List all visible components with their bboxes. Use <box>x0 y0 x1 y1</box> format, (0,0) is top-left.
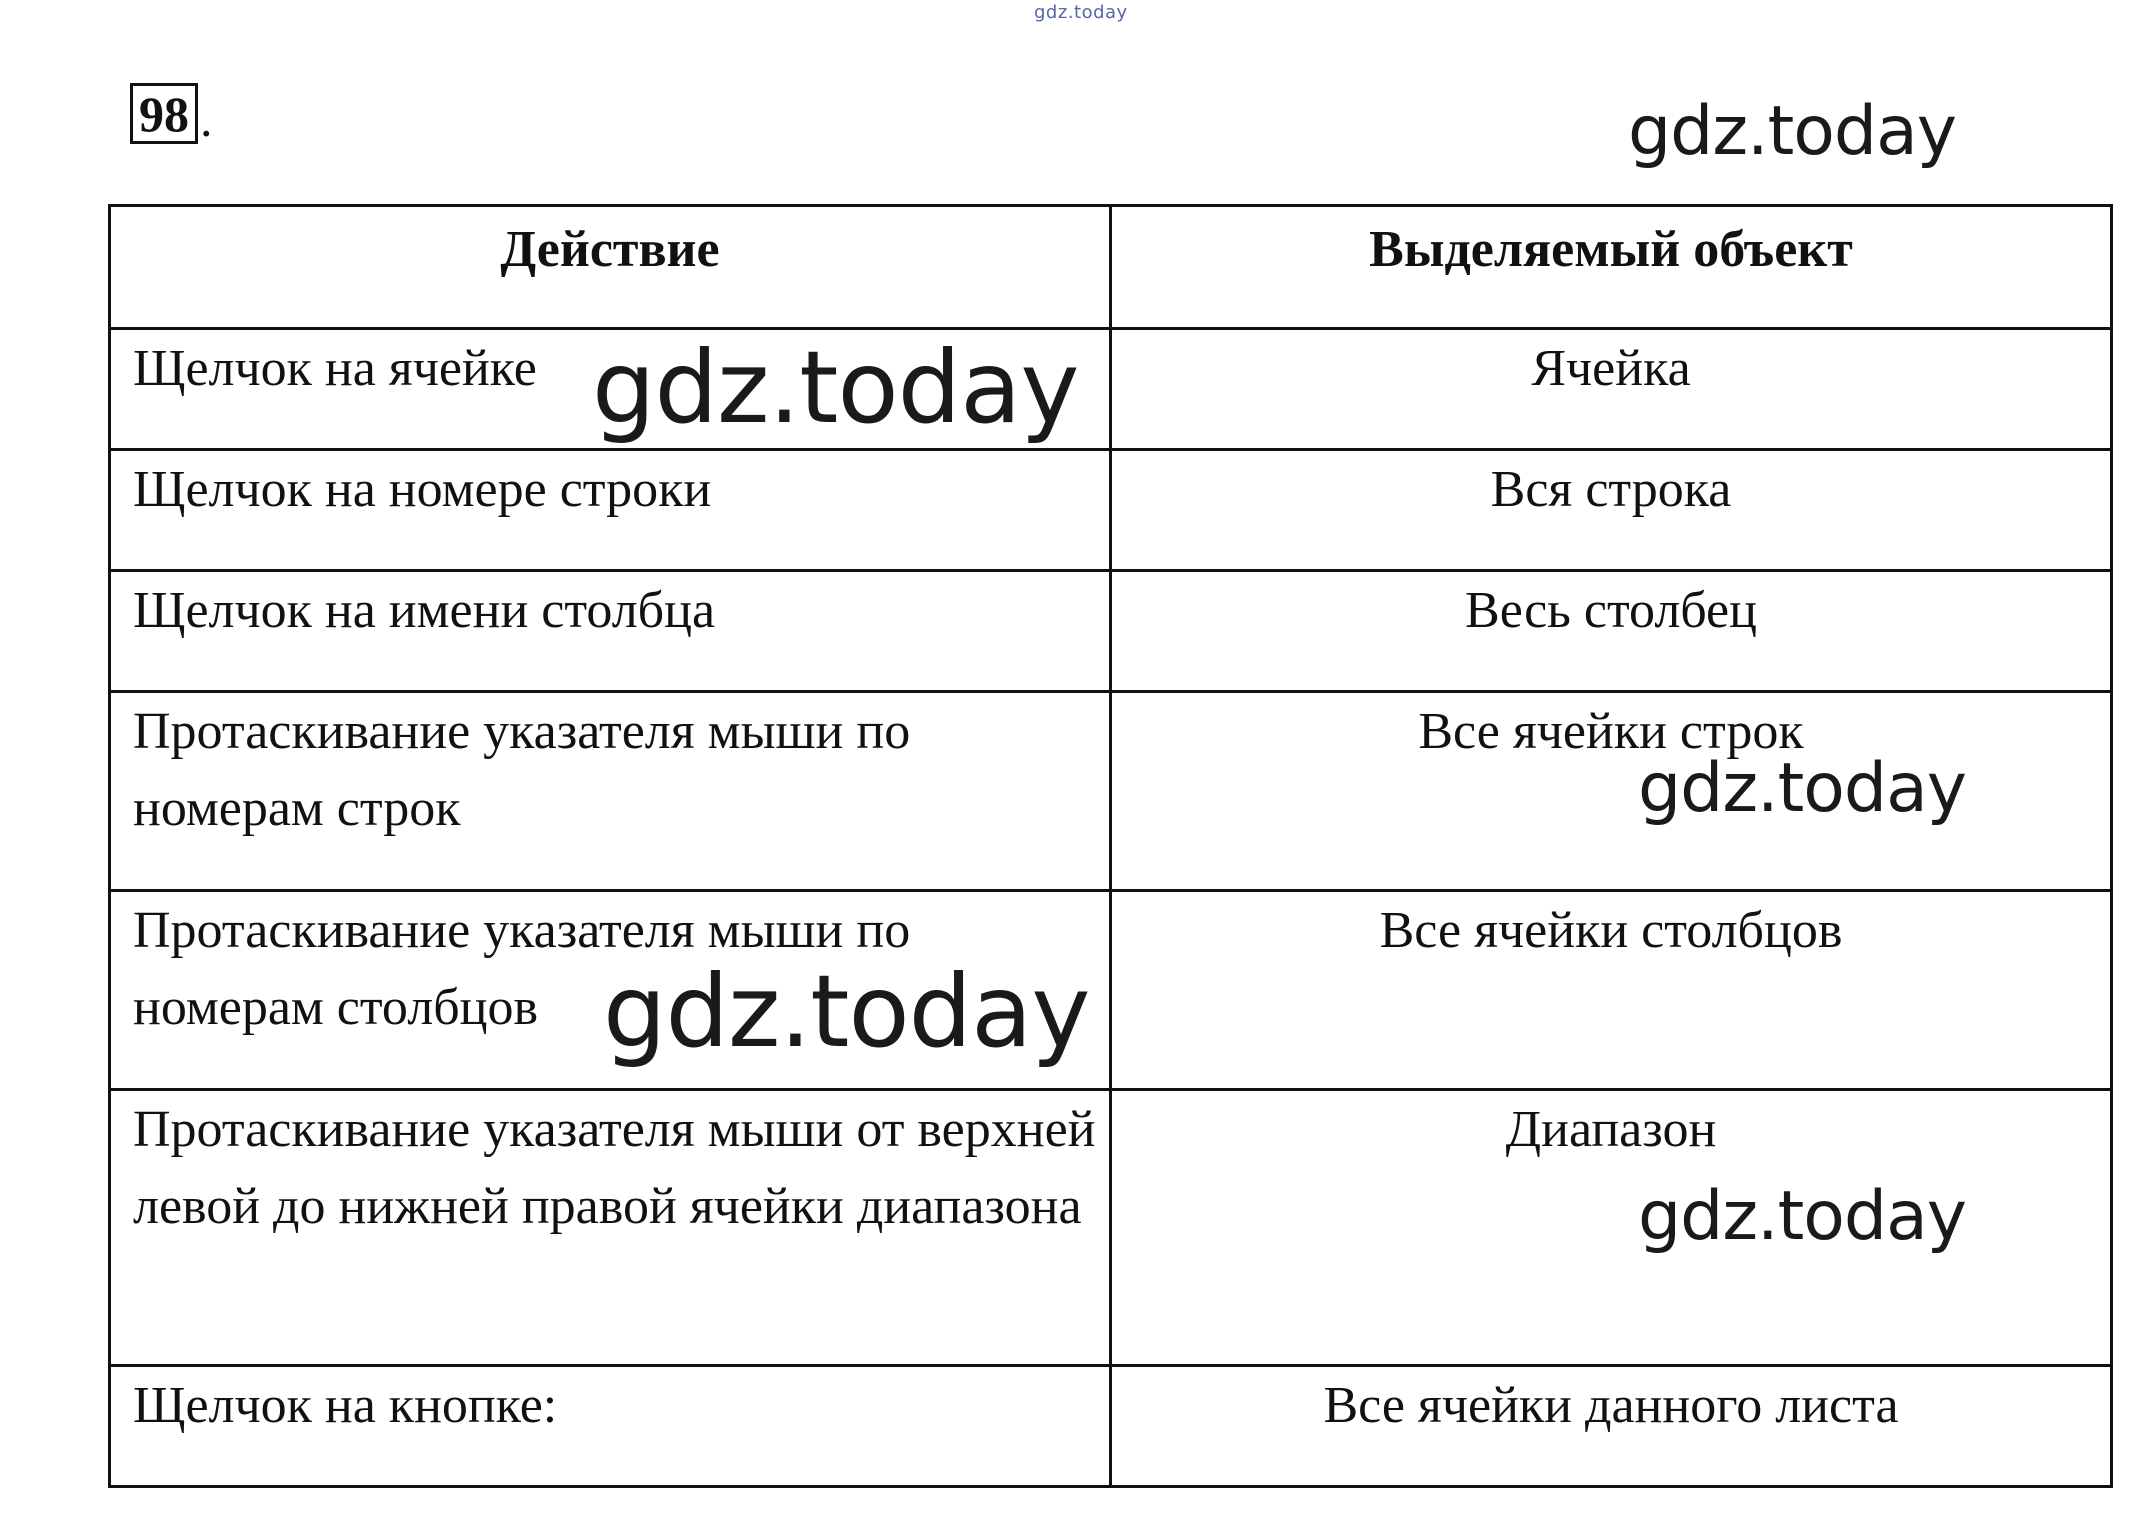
task-number <box>130 84 213 147</box>
watermark-row6: gdz.today <box>1638 1177 1966 1256</box>
task-number-box: 98 <box>130 83 198 144</box>
action-cell: Щелчок на номере строки <box>110 450 1111 571</box>
watermark-header: gdz.today <box>1628 92 1956 171</box>
action-cell: Протаскивание указателя мыши по номерам столбцов <box>110 891 1111 1090</box>
watermark-row1: gdz.today <box>592 329 1079 446</box>
table-row <box>110 329 2112 450</box>
action-cell: Протаскивание указателя мыши по номерам строк <box>110 692 1111 891</box>
action-cell: Щелчок на имени столбца <box>110 571 1111 692</box>
action-cell: Щелчок на кнопке: <box>110 1366 1111 1487</box>
object-cell: Весь столбец <box>1111 571 2112 692</box>
table-row <box>110 571 2112 692</box>
object-cell: Вся строка <box>1111 450 2112 571</box>
table-row <box>110 891 2112 1090</box>
object-cell: Все ячейки данного листа <box>1111 1366 2112 1487</box>
answer-table <box>108 204 2113 1488</box>
watermark-row4: gdz.today <box>1638 749 1966 828</box>
watermark-row5: gdz.today <box>603 953 1090 1070</box>
object-cell: Все ячейки столбцов <box>1111 891 2112 1090</box>
object-cell: Диапазон <box>1111 1090 2112 1366</box>
table-row <box>110 1366 2112 1487</box>
object-cell: Все ячейки строк <box>1111 692 2112 891</box>
top-watermark: gdz.today <box>1034 2 1128 23</box>
action-cell: Протаскивание указателя мыши от верхней левой до нижней правой ячейки диапазона <box>110 1090 1111 1366</box>
action-cell: Щелчок на ячейке <box>110 329 1111 450</box>
column-header-object: Выделяемый объект <box>1111 206 2112 329</box>
column-header-action: Действие <box>110 206 1111 329</box>
table-header-row <box>110 206 2112 329</box>
task-number-dot: . <box>200 91 213 147</box>
object-cell: Ячейка <box>1111 329 2112 450</box>
table-row <box>110 450 2112 571</box>
